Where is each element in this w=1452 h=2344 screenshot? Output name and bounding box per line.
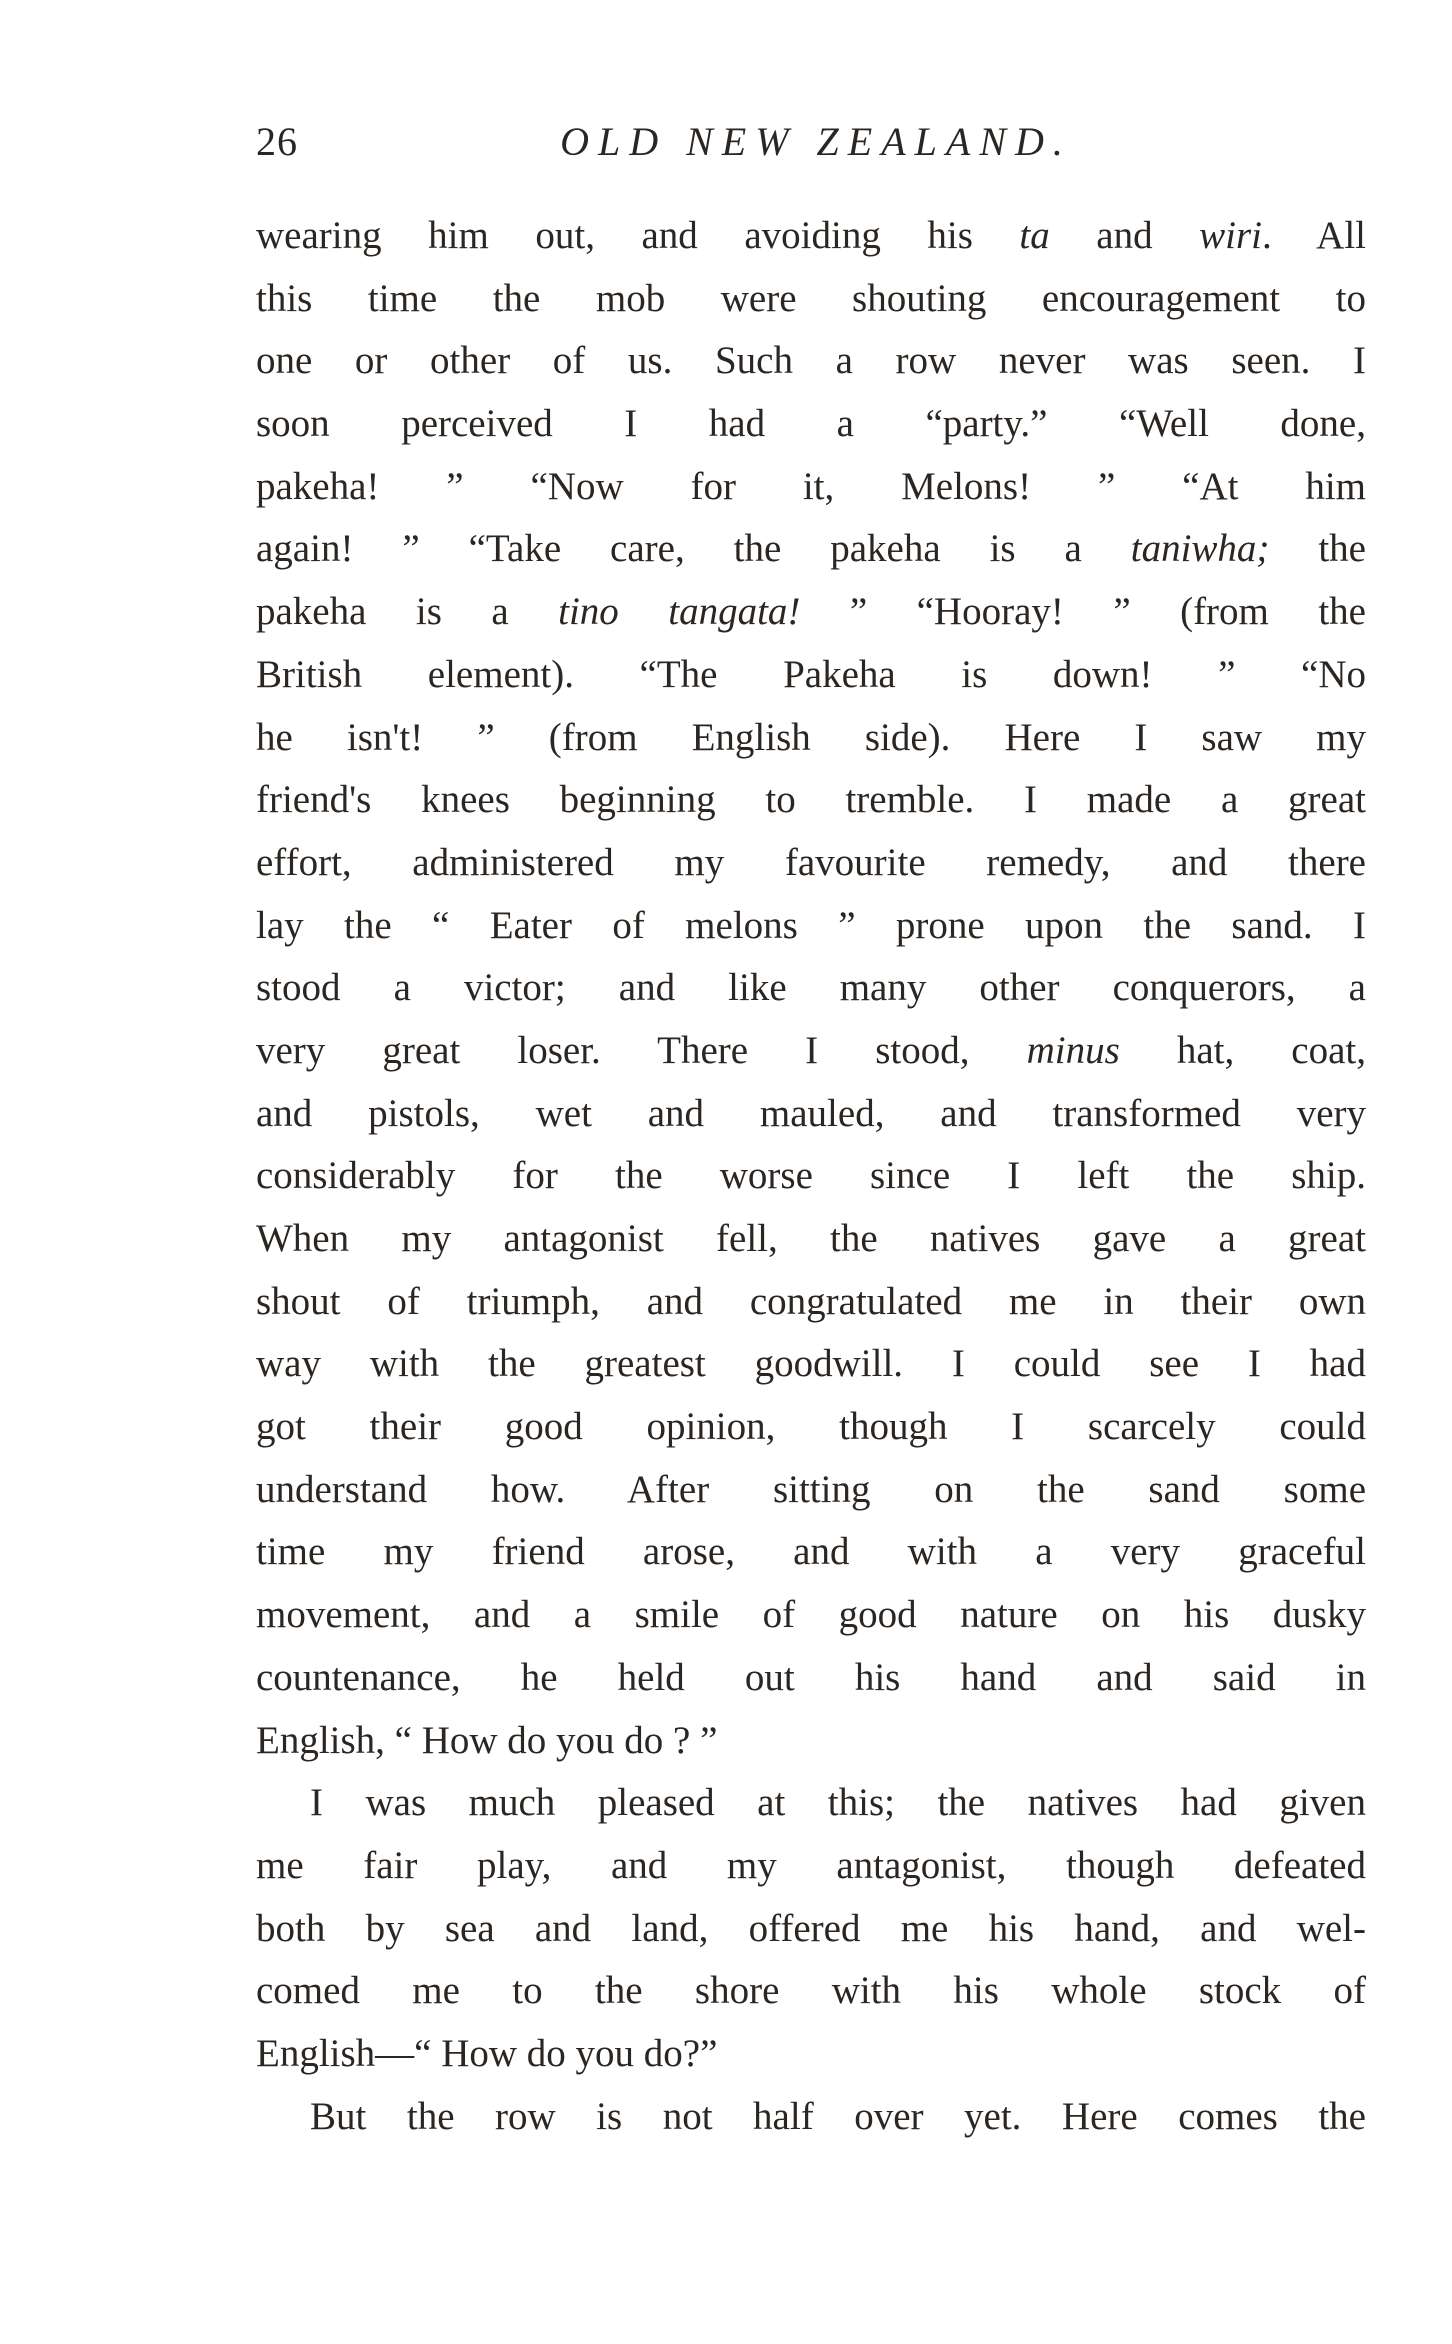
text-line: But the row is not half over yet. Here comes the xyxy=(310,2094,1366,2138)
running-title: OLD NEW ZEALAND. xyxy=(560,119,1072,164)
text-line: pakeha is a tino tangata! ” “Hooray! ” (from the xyxy=(256,590,1366,634)
text-line: way with the greatest goodwill. I could see I had xyxy=(256,1342,1366,1386)
page-header xyxy=(256,118,1376,178)
text-line: lay the “ Eater of melons ” prone upon the sand. I xyxy=(256,903,1366,947)
text-line: shout of triumph, and congratulated me in their own xyxy=(256,1279,1366,1323)
text-line: effort, administered my favourite remedy, and there xyxy=(256,840,1366,884)
text-line: got their good opinion, though I scarcely could xyxy=(256,1405,1366,1449)
text-line: one or other of us. Such a row never was seen. I xyxy=(256,339,1366,383)
text-line: stood a victor; and like many other conquerors, a xyxy=(256,966,1366,1010)
text-line: countenance, he held out his hand and said in xyxy=(256,1655,1366,1699)
text-line: I was much pleased at this; the natives had given xyxy=(310,1781,1366,1825)
italic-word: taniwha; xyxy=(1130,527,1270,571)
text-line: comed me to the shore with his whole stock of xyxy=(256,1969,1366,2013)
text-line: British element). “The Pakeha is down! ” “No xyxy=(256,652,1366,696)
text-line: considerably for the worse since I left the ship. xyxy=(256,1154,1366,1198)
text-line: and pistols, wet and mauled, and transformed very xyxy=(256,1091,1366,1135)
text-line: friend's knees beginning to tremble. I made a great xyxy=(256,778,1366,822)
text-line: very great loser. There I stood, minus hat, coat, xyxy=(256,1028,1366,1072)
text-line: me fair play, and my antagonist, though defeated xyxy=(256,1843,1366,1887)
italic-word: wiri xyxy=(1199,214,1263,257)
text-line: English—“ How do you do?” xyxy=(256,2031,718,2075)
text-line: When my antagonist fell, the natives gave a great xyxy=(256,1217,1366,1260)
text-line: again! ” “Take care, the pakeha is a taniwha; the xyxy=(256,527,1366,571)
italic-word: tino tangata! xyxy=(558,590,801,634)
text-line: time my friend arose, and with a very graceful xyxy=(256,1530,1366,1574)
page-number: 26 xyxy=(256,119,298,164)
text-line: wearing him out, and avoiding his ta and wiri. All xyxy=(256,214,1367,257)
italic-word: ta xyxy=(1019,214,1050,257)
text-line: pakeha! ” “Now for it, Melons! ” “At him xyxy=(256,464,1366,508)
text-line: soon perceived I had a “party.” “Well done, xyxy=(256,402,1366,446)
text-line: English, “ How do you do ? ” xyxy=(256,1718,718,1762)
text-line: he isn't! ” (from English side). Here I saw my xyxy=(256,715,1366,759)
text-line: this time the mob were shouting encouragement to xyxy=(256,276,1366,320)
italic-word: minus xyxy=(1026,1028,1120,1072)
text-line: movement, and a smile of good nature on his dusky xyxy=(256,1593,1366,1637)
text-line: both by sea and land, offered me his hand, and wel- xyxy=(256,1906,1366,1950)
body-text xyxy=(256,205,1366,2148)
text-line: understand how. After sitting on the sand some xyxy=(256,1467,1366,1511)
